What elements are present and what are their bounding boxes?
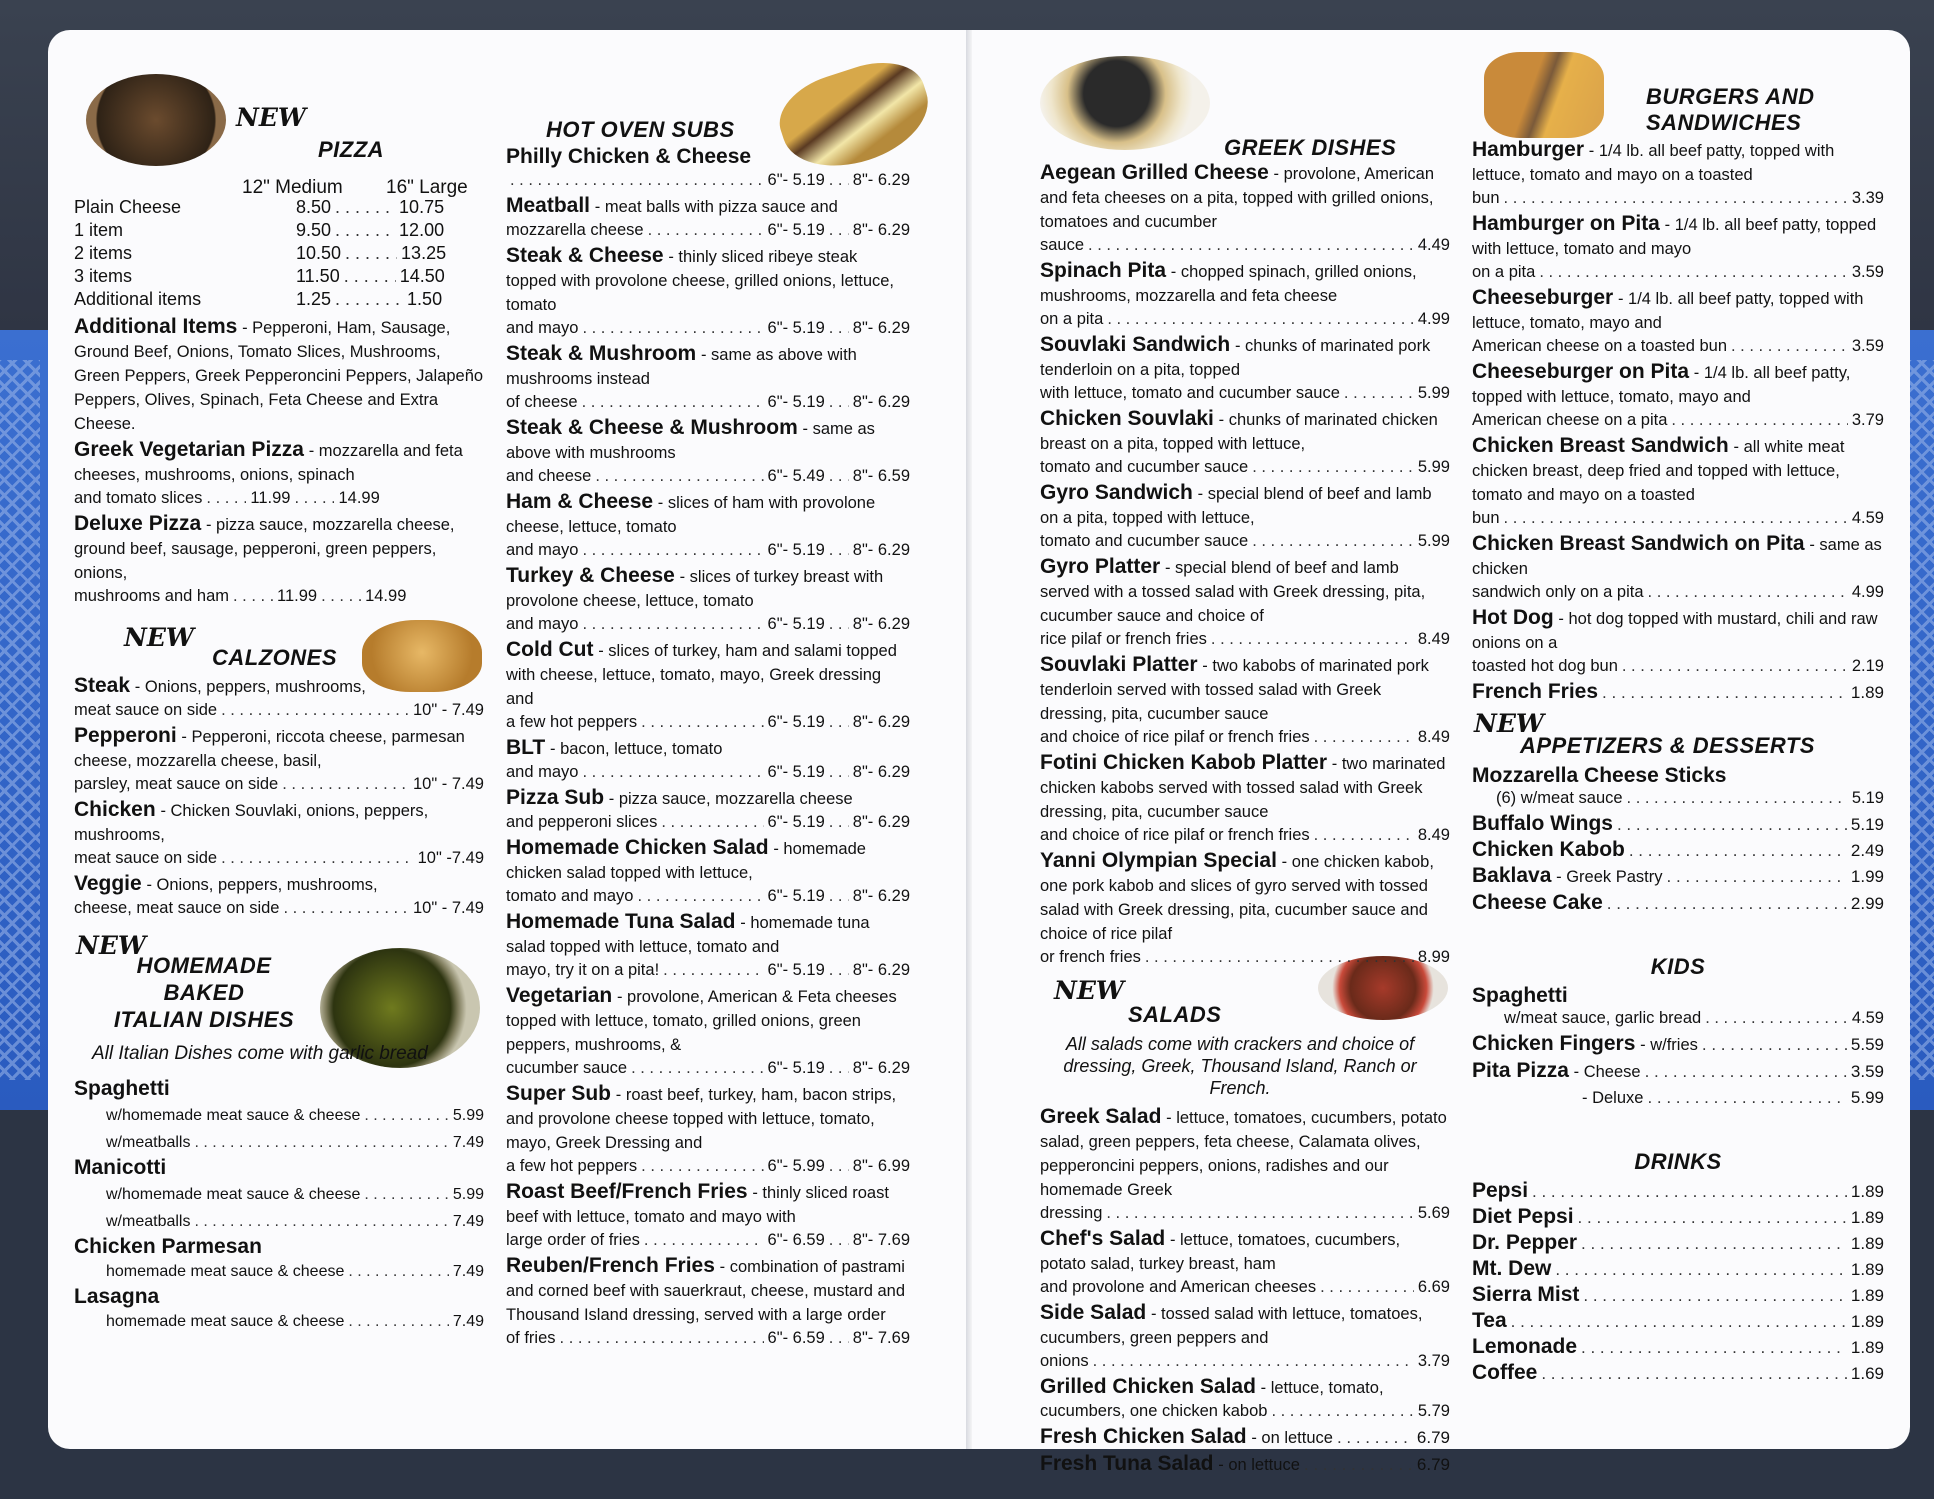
- pizza-price-row: Additional items 1.25 . . . 1.50: [74, 288, 484, 311]
- pizza-section-title: PIZZA: [318, 137, 385, 162]
- size-large-header: 16" Large: [386, 177, 468, 198]
- menu-item: Reuben/French Fries - combination of pastrami and corned beef with sauerkraut, cheese, mustard and Thousand Island dressing, served with a large order of fries . . . 6"- 6.59 . . . 8"- 7.69: [506, 1254, 910, 1350]
- salads-note: All salads come with crackers and choice of dressing, Greek, Thousand Island, Ranch or French.: [1063, 1034, 1417, 1098]
- menu-item: Greek Vegetarian Pizza - mozzarella and feta cheeses, mushrooms, onions, spinach and tomato slices . . . 11.99 . . . 14.99: [74, 438, 484, 510]
- kids-section-title: KIDS: [1650, 954, 1706, 979]
- new-badge: NEW: [1054, 976, 1124, 1005]
- menu-item: Spaghetti w/homemade meat sauce & cheese . . . 5.99 w/meatballs . . . 7.49: [74, 1077, 484, 1154]
- menu-item: Homemade Chicken Salad - homemade chicken salad topped with lettuce, tomato and mayo . . . 6"- 5.19 . . . 8"- 6.29: [506, 836, 910, 908]
- menu-item: Vegetarian - provolone, American & Feta cheeses topped with lettuce, tomato, grilled onions, green peppers, mushrooms, & cucumber sauce . . . 6"- 5.19 . . . 8"- 6.29: [506, 984, 910, 1080]
- menu-item: Chicken Parmesan homemade meat sauce & cheese . . . 7.49: [74, 1235, 484, 1283]
- appetizers-section-title: APPETIZERS & DESSERTS: [1520, 733, 1815, 758]
- menu-item: Steak - Onions, peppers, mushrooms, meat sauce on side . . . 10" - 7.49: [74, 674, 484, 722]
- drink-item: Lemonade . . . 1.89: [1472, 1335, 1884, 1359]
- menu-item: Cheese Cake . . . 2.99: [1472, 891, 1884, 915]
- menu-item: Chicken Breast Sandwich on Pita - same as chicken sandwich only on a pita . . . 4.99: [1472, 532, 1884, 604]
- menu-item: Fresh Tuna Salad - on lettuce . . . 6.79: [1040, 1452, 1450, 1477]
- menu-item: Chicken Souvlaki - chunks of marinated chicken breast on a pita, topped with lettuce, tomato and cucumber sauce . . . 5.99: [1040, 407, 1450, 479]
- new-badge: NEW: [236, 103, 306, 132]
- menu-item: Hamburger - 1/4 lb. all beef patty, topped with lettuce, tomato and mayo on a toasted bun . . . 3.39: [1472, 138, 1884, 210]
- menu-item: Chicken - Chicken Souvlaki, onions, peppers, mushrooms, meat sauce on side . . . 10" -7.49: [74, 798, 484, 870]
- menu-item: Cold Cut - slices of turkey, ham and salami topped with cheese, lettuce, tomato, mayo, Greek dressing and a few hot peppers . . . 6"- 5.19 . . . 8"- 6.29: [506, 638, 910, 734]
- drink-item: Tea . . . 1.89: [1472, 1309, 1884, 1333]
- drink-item: Mt. Dew . . . 1.89: [1472, 1257, 1884, 1281]
- menu-item: Pita Pizza - Cheese . . . 3.59: [1472, 1059, 1884, 1084]
- menu-item: Hot Dog - hot dog topped with mustard, chili and raw onions on a toasted hot dog bun . . . 2.19: [1472, 606, 1884, 678]
- menu-item: Gyro Sandwich - special blend of beef and lamb on a pita, topped with lettuce, tomato and cucumber sauce . . . 5.99: [1040, 481, 1450, 553]
- subs-section-title: HOT OVEN SUBS: [546, 117, 735, 142]
- menu-item: Spinach Pita - chopped spinach, grilled onions, mushrooms, mozzarella and feta cheese on a pita . . . 4.99: [1040, 259, 1450, 331]
- menu-item: Pizza Sub - pizza sauce, mozzarella cheese and pepperoni slices . . . 6"- 5.19 . . . 8"- 6.29: [506, 786, 910, 834]
- pizza-price-row: 2 items 10.50 . . . 13.25: [74, 242, 484, 265]
- calzones-section-title: CALZONES: [212, 645, 337, 670]
- drink-item: Diet Pepsi . . . 1.89: [1472, 1205, 1884, 1229]
- menu-item: Super Sub - roast beef, turkey, ham, bacon strips, and provolone cheese topped with lettuce, tomato, mayo, Greek Dressing and a few hot peppers . . . 6"- 5.99 . . . 8"- 6.99: [506, 1082, 910, 1178]
- menu-item: Greek Salad - lettuce, tomatoes, cucumbers, potato salad, green peppers, feta cheese, Calamata olives, pepperoncini peppers, onions, radishes and our homemade Greek dressing . . . 5.69: [1040, 1105, 1450, 1225]
- pizza-price-row: 3 items 11.50 . . . 14.50: [74, 265, 484, 288]
- italian-section-title: HOMEMADE BAKED ITALIAN DISHES: [113, 953, 295, 1032]
- menu-item: Pepperoni - Pepperoni, riccota cheese, parmesan cheese, mozzarella cheese, basil, parsley, meat sauce on side . . . 10" - 7.49: [74, 724, 484, 796]
- menu-item: Homemade Tuna Salad - homemade tuna salad topped with lettuce, tomato and mayo, try it on a pita! . . . 6"- 5.19 . . . 8"- 6.29: [506, 910, 910, 982]
- menu-item: Roast Beef/French Fries - thinly sliced roast beef with lettuce, tomato and mayo with large order of fries . . . 6"- 6.59 . . . 8"- 7.69: [506, 1180, 910, 1252]
- new-badge: NEW: [124, 623, 194, 652]
- menu-item: Steak & Mushroom - same as above with mushrooms instead of cheese . . . 6"- 5.19 . . . 8"- 6.29: [506, 342, 910, 414]
- menu-item: Ham & Cheese - slices of ham with provolone cheese, lettuce, tomato and mayo . . . 6"- 5.19 . . . 8"- 6.29: [506, 490, 910, 562]
- column-greek-salads: [1040, 136, 1450, 1479]
- drink-item: Pepsi . . . 1.89: [1472, 1179, 1884, 1203]
- menu-item: Turkey & Cheese - slices of turkey breast with provolone cheese, lettuce, tomato and mayo . . . 6"- 5.19 . . . 8"- 6.29: [506, 564, 910, 636]
- menu-item: Steak & Cheese - thinly sliced ribeye steak topped with provolone cheese, grilled onions, lettuce, tomato and mayo . . . 6"- 5.19 . . . 8"- 6.29: [506, 244, 910, 340]
- menu-item: French Fries . . . 1.89: [1472, 680, 1884, 704]
- column-burgers-apps-kids-drinks: [1472, 84, 1884, 1387]
- menu-fold: [966, 30, 972, 1449]
- menu-item: Chicken Breast Sandwich - all white meat chicken breast, deep fried and topped with lettuce, tomato and mayo on a toasted bun . . . 4.59: [1472, 434, 1884, 530]
- menu-item: Veggie - Onions, peppers, mushrooms, cheese, meat sauce on side . . . 10" - 7.49: [74, 872, 484, 920]
- menu-item: Souvlaki Platter - two kabobs of marinated pork tenderloin served with tossed salad with Greek dressing, pita, cucumber sauce and choice of rice pilaf or french fries . . . 8.49: [1040, 653, 1450, 749]
- menu-item: Grilled Chicken Salad - lettuce, tomato, cucumbers, one chicken kabob . . . 5.79: [1040, 1375, 1450, 1423]
- menu-item: Fresh Chicken Salad - on lettuce . . . 6.79: [1040, 1425, 1450, 1450]
- menu-item: Hamburger on Pita - 1/4 lb. all beef patty, topped with lettuce, tomato and mayo on a pita . . . 3.59: [1472, 212, 1884, 284]
- menu-item: Additional Items - Pepperoni, Ham, Sausage, Ground Beef, Onions, Tomato Slices, Mushrooms, Green Peppers, Greek Pepperoncini Peppers, Jalapeño Peppers, Olives, Spinach, Feta Cheese and Extra Cheese.: [74, 315, 484, 433]
- menu-item: Fotini Chicken Kabob Platter - two marinated chicken kabobs served with tossed salad with Greek dressing, pita, cucumber sauce and choice of rice pilaf or french fries . . . 8.49: [1040, 751, 1450, 847]
- menu-item: Cheeseburger on Pita - 1/4 lb. all beef patty, topped with lettuce, tomato, mayo and American cheese on a pita . . . 3.79: [1472, 360, 1884, 432]
- menu-item: Souvlaki Sandwich - chunks of marinated pork tenderloin on a pita, topped with lettuce, tomato and cucumber sauce . . . 5.99: [1040, 333, 1450, 405]
- italian-note: All Italian Dishes come with garlic bread: [92, 1043, 428, 1064]
- menu-item: Lasagna homemade meat sauce & cheese . . . 7.49: [74, 1285, 484, 1333]
- menu-item: - Deluxe . . . 5.99: [1472, 1086, 1884, 1110]
- drink-item: Sierra Mist . . . 1.89: [1472, 1283, 1884, 1307]
- menu-item: Yanni Olympian Special - one chicken kabob, one pork kabob and slices of gyro served with tossed salad with Greek dressing, pita, cucumber sauce and choice of rice pilaf or french fries . . . 8.99: [1040, 849, 1450, 969]
- greek-key-border-left: [0, 360, 40, 1080]
- drinks-section-title: DRINKS: [1634, 1149, 1722, 1174]
- menu-item: Manicotti w/homemade meat sauce & cheese . . . 5.99 w/meatballs . . . 7.49: [74, 1156, 484, 1233]
- menu-item: Spaghetti w/meat sauce, garlic bread . . . 4.59: [1472, 984, 1884, 1030]
- size-medium-header: 12" Medium: [242, 177, 343, 198]
- column-pizza-calzones-italian: [74, 96, 484, 1335]
- salads-section-title: SALADS: [1128, 1002, 1222, 1027]
- column-hot-oven-subs: [506, 118, 910, 1352]
- menu-item: Cheeseburger - 1/4 lb. all beef patty, topped with lettuce, tomato, mayo and American cheese on a toasted bun . . . 3.59: [1472, 286, 1884, 358]
- pizza-price-row: 1 item 9.50 . . . 12.00: [74, 219, 484, 242]
- menu-item: Side Salad - tossed salad with lettuce, tomatoes, cucumbers, green peppers and onions . . . 3.79: [1040, 1301, 1450, 1373]
- menu-item: Chicken Kabob . . . 2.49: [1472, 838, 1884, 862]
- menu-item: Meatball - meat balls with pizza sauce and mozzarella cheese . . . 6"- 5.19 . . . 8"- 6.29: [506, 194, 910, 242]
- menu-item: Baklava - Greek Pastry . . . 1.99: [1472, 864, 1884, 889]
- menu-item: Deluxe Pizza - pizza sauce, mozzarella cheese, ground beef, sausage, pepperoni, green peppers, onions, mushrooms and ham . . . 11.99 . . . 14.99: [74, 512, 484, 608]
- pizza-price-row: Plain Cheese 8.50 . . . 10.75: [74, 196, 484, 219]
- menu-item: Aegean Grilled Cheese - provolone, American and feta cheeses on a pita, topped with grilled onions, tomatoes and cucumber sauce . . . 4.49: [1040, 161, 1450, 257]
- pizza-price-table: [74, 196, 484, 311]
- menu-item: Chicken Fingers - w/fries . . . 5.59: [1472, 1032, 1884, 1057]
- menu-item: Chef's Salad - lettuce, tomatoes, cucumbers, potato salad, turkey breast, ham and provolone and American cheeses . . . 6.69: [1040, 1227, 1450, 1299]
- menu-item: Buffalo Wings . . . 5.19: [1472, 812, 1884, 836]
- menu-item: Mozzarella Cheese Sticks (6) w/meat sauce . . . 5.19: [1472, 764, 1884, 810]
- menu-item: Steak & Cheese & Mushroom - same as above with mushrooms and cheese . . . 6"- 5.49 . . . 8"- 6.59: [506, 416, 910, 488]
- new-badge: NEW: [1474, 709, 1544, 738]
- drink-item: Dr. Pepper . . . 1.89: [1472, 1231, 1884, 1255]
- greek-section-title: GREEK DISHES: [1224, 135, 1397, 160]
- drink-item: Coffee . . . 1.69: [1472, 1361, 1884, 1385]
- new-badge: NEW: [76, 931, 146, 960]
- menu-item: Gyro Platter - special blend of beef and lamb served with a tossed salad with Greek dressing, pita, cucumber sauce and choice of rice pilaf or french fries . . . 8.49: [1040, 555, 1450, 651]
- menu-item: Philly Chicken & Cheese . . . 6"- 5.19 . . . 8"- 6.29: [506, 145, 910, 192]
- menu-item: BLT - bacon, lettuce, tomato and mayo . . . 6"- 5.19 . . . 8"- 6.29: [506, 736, 910, 784]
- burgers-section-title: BURGERS AND SANDWICHES: [1646, 84, 1815, 135]
